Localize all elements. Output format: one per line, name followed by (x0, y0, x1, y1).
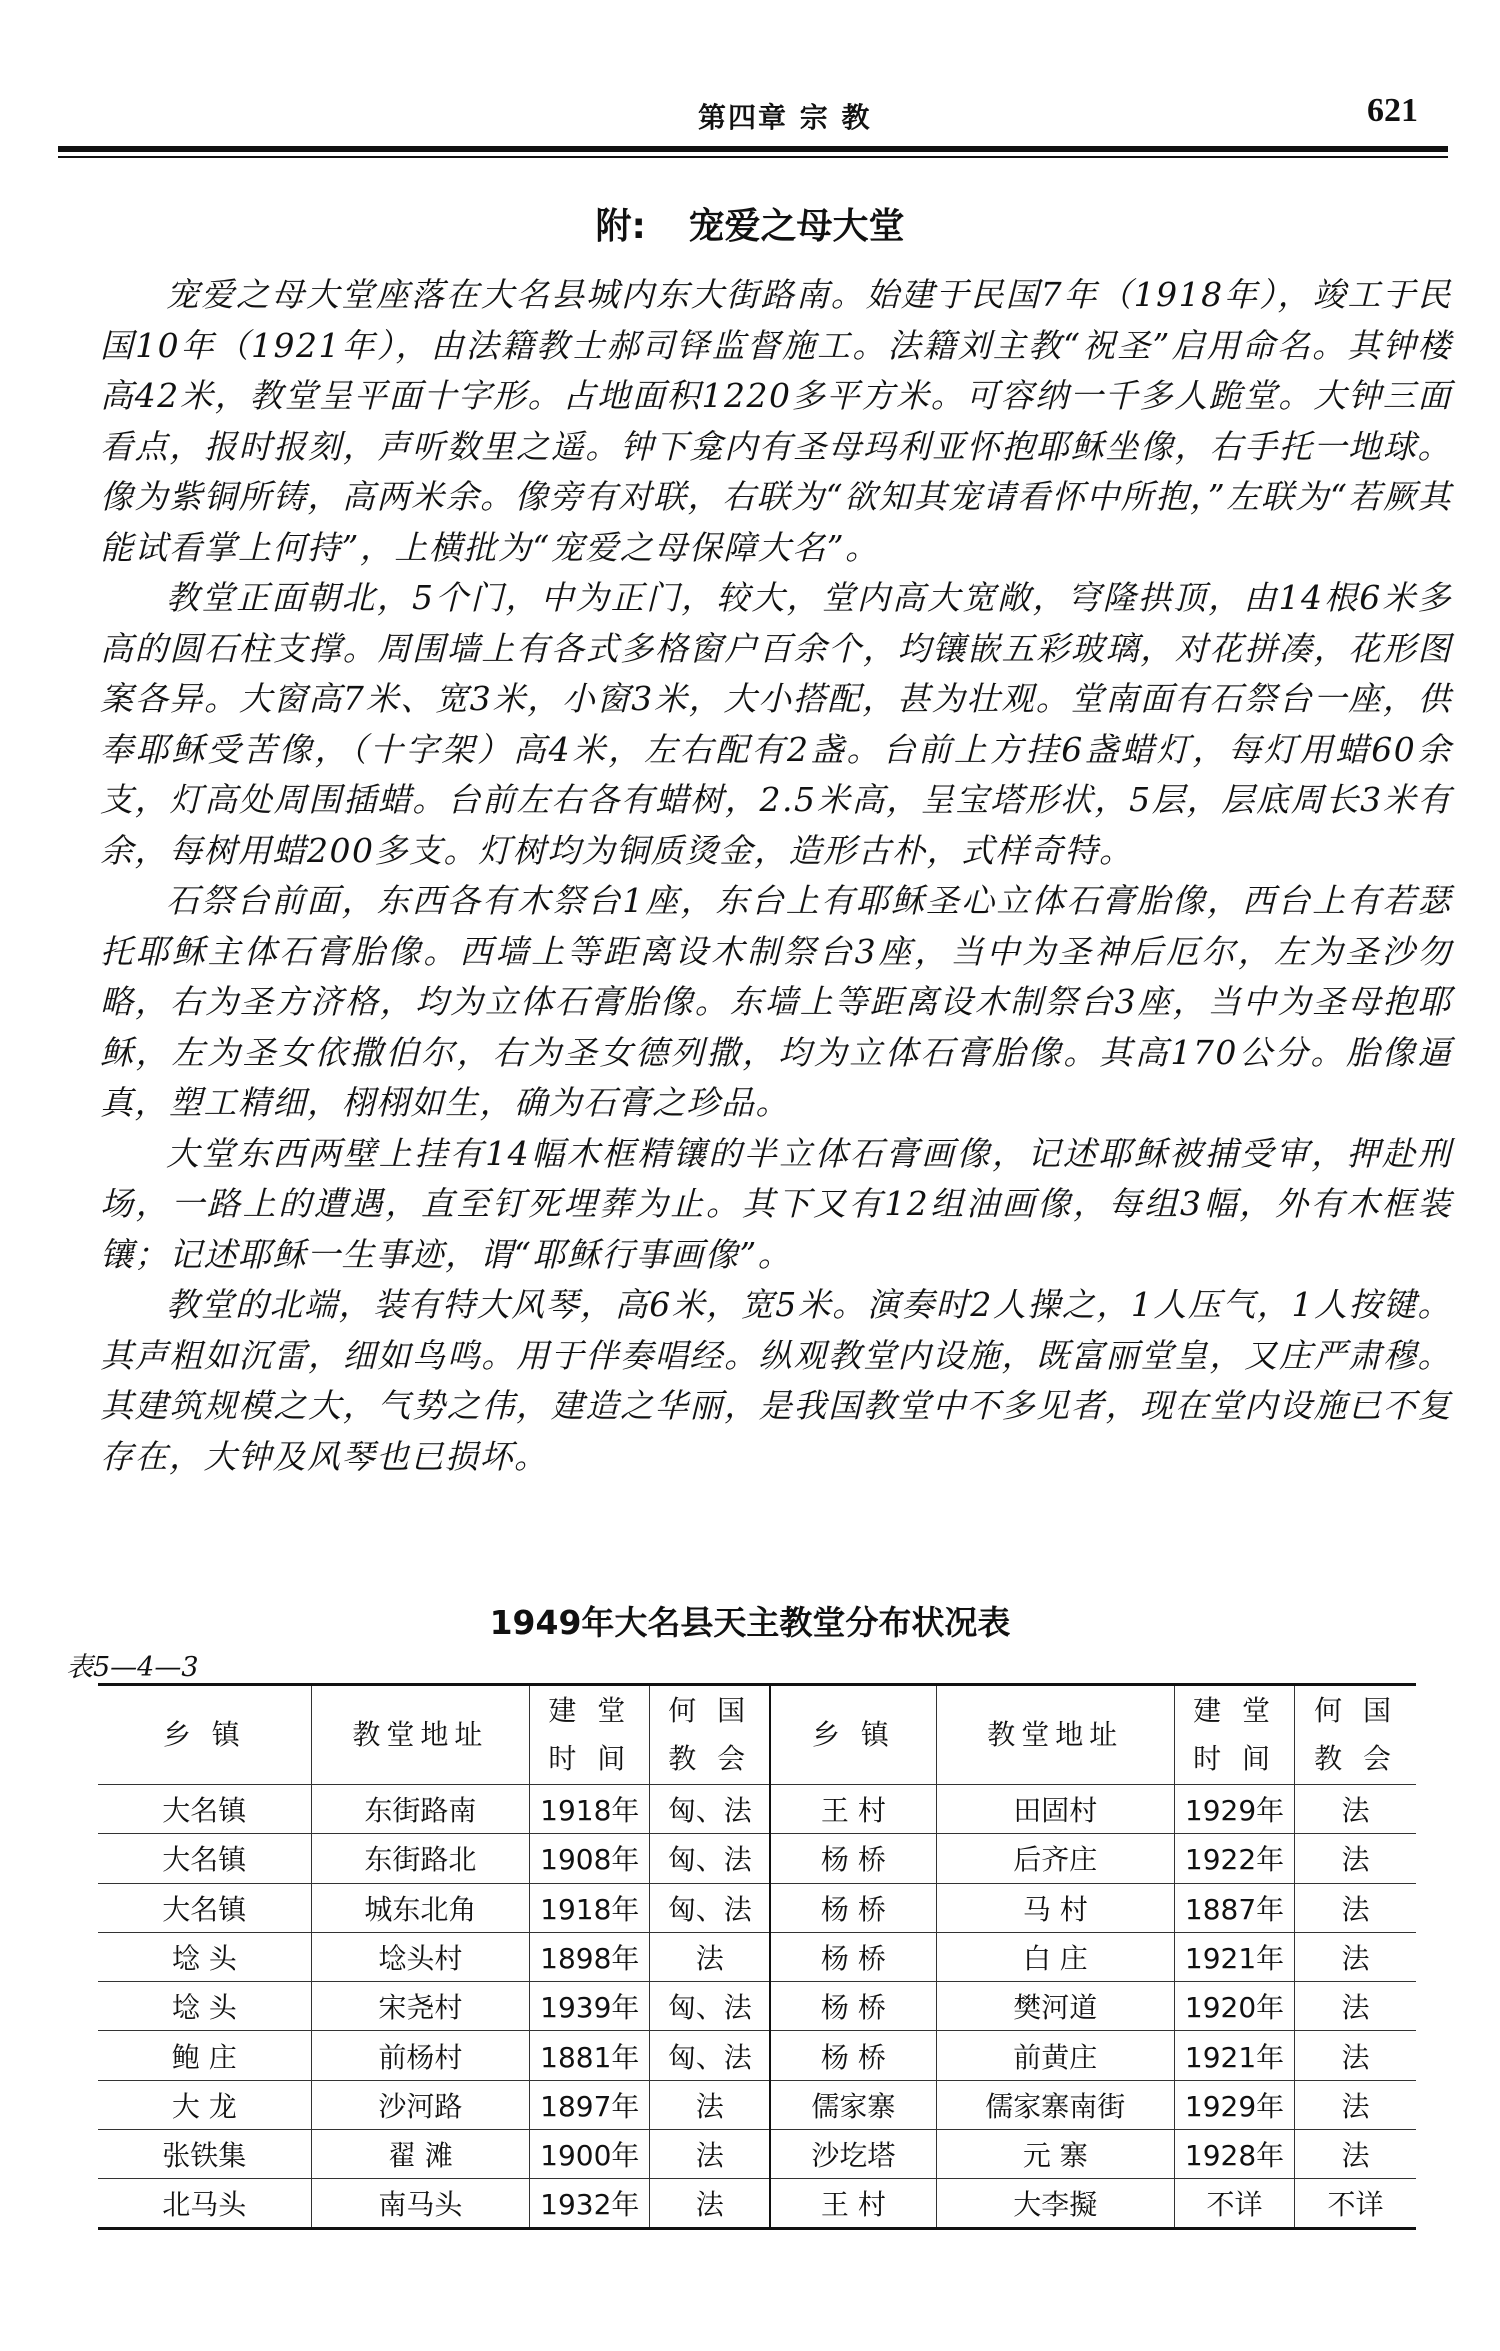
cell-society: 法 (1295, 1785, 1416, 1834)
cell-built-time: 不详 (1174, 2179, 1294, 2228)
table-row (98, 1982, 1416, 2031)
paragraph: 石祭台前面，东西各有木祭台1座，东台上有耶稣圣心立体石膏胎像，西台上有若瑟托耶稣主体石膏胎像。西墙上等距离设木制祭台3座，当中为圣神后厄尔，左为圣沙勿略，右为圣方济格，均为立体石膏胎像。东墙上等距离设木制祭台3座，当中为圣母抱耶稣，左为圣女依撒伯尔，右为圣女德列撒，均为立体石膏胎像。其高170公分。胎像逼真，塑工精细，栩栩如生，确为石膏之珍品。 (100, 881, 1452, 1122)
cell-address: 樊河道 (936, 1982, 1174, 2031)
table-row (98, 2080, 1416, 2129)
cell-township: 杨 桥 (770, 1883, 936, 1932)
cell-built-time: 1929年 (1174, 1785, 1294, 1834)
cell-society: 法 (650, 2130, 770, 2179)
cell-society: 法 (650, 2080, 770, 2129)
cell-address: 后齐庄 (936, 1834, 1174, 1883)
cell-address: 田固村 (936, 1785, 1174, 1834)
cell-address: 城东北角 (311, 1883, 530, 1932)
header-built-line1: 建 堂 (1193, 1694, 1276, 1727)
header-society-line1: 何 国 (668, 1694, 752, 1727)
cell-address: 东街路南 (311, 1785, 530, 1834)
header-built-time (530, 1685, 650, 1785)
table-row (98, 1932, 1416, 1981)
paragraph: 教堂的北端，装有特大风琴，高6米，宽5米。演奏时2人操之，1人压气，1人按键。其声粗如沉雷，细如鸟鸣。用于伴奏唱经。纵观教堂内设施，既富丽堂皇，又庄严肃穆。其建筑规模之大，气势之伟，建造之华丽，是我国教堂中不多见者，现在堂内设施已不复存在，大钟及风琴也已损坏。 (100, 1285, 1452, 1476)
cell-township: 杨 桥 (770, 1982, 936, 2031)
cell-built-time: 1922年 (1174, 1834, 1294, 1883)
table-row (98, 1785, 1416, 1834)
section-title: 附: 宠爱之母大堂 (595, 206, 905, 247)
header-society-line2: 教 会 (1314, 1742, 1398, 1775)
header-society-line2: 教 会 (668, 1742, 752, 1775)
cell-built-time: 1897年 (530, 2080, 650, 2129)
cell-address: 马 村 (936, 1883, 1174, 1932)
cell-address: 前杨村 (311, 2031, 530, 2080)
cell-society: 法 (1295, 2031, 1416, 2080)
cell-address: 儒家寨南街 (936, 2080, 1174, 2129)
cell-built-time: 1928年 (1174, 2130, 1294, 2179)
cell-built-time: 1918年 (530, 1785, 650, 1834)
cell-address: 东街路北 (311, 1834, 530, 1883)
cell-society: 法 (1295, 1834, 1416, 1883)
table-row (98, 2179, 1416, 2228)
table-row (98, 2130, 1416, 2179)
cell-address: 宋尧村 (311, 1982, 530, 2031)
cell-built-time: 1921年 (1174, 2031, 1294, 2080)
cell-built-time: 1900年 (530, 2130, 650, 2179)
cell-township: 大 龙 (98, 2080, 311, 2129)
paragraph: 宠爱之母大堂座落在大名县城内东大街路南。始建于民国7年（1918年），竣工于民国10年（1921年），由法籍教士郝司铎监督施工。法籍刘主教“祝圣”启用命名。其钟楼高42米，教堂呈平面十字形。占地面积1220多平方米。可容纳一千多人跪堂。大钟三面看点，报时报刻，声听数里之遥。钟下龛内有圣母玛利亚怀抱耶稣坐像，右手托一地球。像为紫铜所铸，高两米余。像旁有对联，右联为“欲知其宠请看怀中所抱，”左联为“若厥其能试看掌上何持”，上横批为“宠爱之母保障大名”。 (100, 275, 1452, 567)
header-built-line1: 建 堂 (548, 1694, 632, 1727)
header-built-time (1174, 1685, 1294, 1785)
cell-township: 大名镇 (98, 1834, 311, 1883)
header-society (650, 1685, 770, 1785)
cell-society: 匈、法 (650, 2031, 770, 2080)
cell-township: 沙圪塔 (770, 2130, 936, 2179)
cell-address: 白 庄 (936, 1932, 1174, 1981)
cell-built-time: 1920年 (1174, 1982, 1294, 2031)
cell-society: 法 (1295, 1982, 1416, 2031)
cell-built-time: 1908年 (530, 1834, 650, 1883)
cell-township: 张铁集 (98, 2130, 311, 2179)
cell-society: 法 (1295, 2130, 1416, 2179)
cell-built-time: 1881年 (530, 2031, 650, 2080)
cell-society: 不详 (1295, 2179, 1416, 2228)
cell-township: 埝 头 (98, 1982, 311, 2031)
cell-township: 大名镇 (98, 1785, 311, 1834)
cell-township: 鲍 庄 (98, 2031, 311, 2080)
header-address: 教堂地址 (311, 1685, 530, 1785)
cell-society: 法 (1295, 2080, 1416, 2129)
cell-society: 法 (650, 1932, 770, 1981)
cell-address: 沙河路 (311, 2080, 530, 2129)
cell-built-time: 1939年 (530, 1982, 650, 2031)
header-address: 教堂地址 (936, 1685, 1174, 1785)
cell-township: 王 村 (770, 2179, 936, 2228)
header-society-line1: 何 国 (1314, 1694, 1398, 1727)
header-built-line2: 时 间 (1193, 1742, 1276, 1775)
cell-address: 大李擬 (936, 2179, 1174, 2228)
header-society (1295, 1685, 1416, 1785)
cell-society: 法 (1295, 1932, 1416, 1981)
cell-township: 王 村 (770, 1785, 936, 1834)
header-township: 乡 镇 (770, 1685, 936, 1785)
header-township: 乡 镇 (98, 1685, 311, 1785)
cell-township: 北马头 (98, 2179, 311, 2228)
cell-built-time: 1918年 (530, 1883, 650, 1932)
cell-township: 埝 头 (98, 1932, 311, 1981)
table-header-row (98, 1685, 1416, 1785)
cell-society: 法 (1295, 1883, 1416, 1932)
running-header (58, 92, 1448, 142)
table-row (98, 2031, 1416, 2080)
header-rule-thin (58, 156, 1448, 158)
cell-address: 埝头村 (311, 1932, 530, 1981)
table-row (98, 1883, 1416, 1932)
body-text (100, 270, 1452, 1482)
chapter-title: 第四章 宗 教 (698, 101, 872, 134)
cell-society: 法 (650, 2179, 770, 2228)
cell-address: 元 寨 (936, 2130, 1174, 2179)
cell-built-time: 1921年 (1174, 1932, 1294, 1981)
paragraph: 大堂东西两壁上挂有14幅木框精镶的半立体石膏画像，记述耶稣被捕受审，押赴刑场，一路上的遭遇，直至钉死埋葬为止。其下又有12组油画像，每组3幅，外有木框装镶；记述耶稣一生事迹，谓“耶稣行事画像”。 (100, 1133, 1452, 1274)
cell-township: 杨 桥 (770, 1834, 936, 1883)
church-distribution-table (98, 1683, 1416, 2230)
cell-address: 翟 滩 (311, 2130, 530, 2179)
cell-township: 儒家寨 (770, 2080, 936, 2129)
cell-society: 匈、法 (650, 1982, 770, 2031)
cell-address: 南马头 (311, 2179, 530, 2228)
paragraph: 教堂正面朝北，5个门，中为正门，较大，堂内高大宽敞，穹隆拱顶，由14根6米多高的圆石柱支撑。周围墙上有各式多格窗户百余个，均镶嵌五彩玻璃，对花拼凑，花形图案各异。大窗高7米、宽3米，小窗3米，大小搭配，甚为壮观。堂南面有石祭台一座，供奉耶稣受苦像，（十字架）高4米，左右配有2盏。台前上方挂6盏蜡灯，每灯用蜡60余支，灯高处周围插蜡。台前左右各有蜡树，2.5米高，呈宝塔形状，5层，层底周长3米有余，每树用蜡200多支。灯树均为铜质烫金，造形古朴，式样奇特。 (100, 578, 1452, 870)
cell-township: 杨 桥 (770, 2031, 936, 2080)
table-title: 1949年大名县天主教堂分布状况表 (489, 1603, 1011, 1642)
cell-society: 匈、法 (650, 1785, 770, 1834)
page-number: 621 (1367, 92, 1418, 129)
cell-built-time: 1932年 (530, 2179, 650, 2228)
cell-built-time: 1929年 (1174, 2080, 1294, 2129)
cell-built-time: 1898年 (530, 1932, 650, 1981)
table-number: 表5—4—3 (66, 1652, 199, 1683)
cell-address: 前黄庄 (936, 2031, 1174, 2080)
header-rule-thick (58, 146, 1448, 152)
table-row (98, 1834, 1416, 1883)
header-built-line2: 时 间 (548, 1742, 632, 1775)
cell-township: 大名镇 (98, 1883, 311, 1932)
cell-society: 匈、法 (650, 1834, 770, 1883)
cell-society: 匈、法 (650, 1883, 770, 1932)
cell-township: 杨 桥 (770, 1932, 936, 1981)
cell-built-time: 1887年 (1174, 1883, 1294, 1932)
